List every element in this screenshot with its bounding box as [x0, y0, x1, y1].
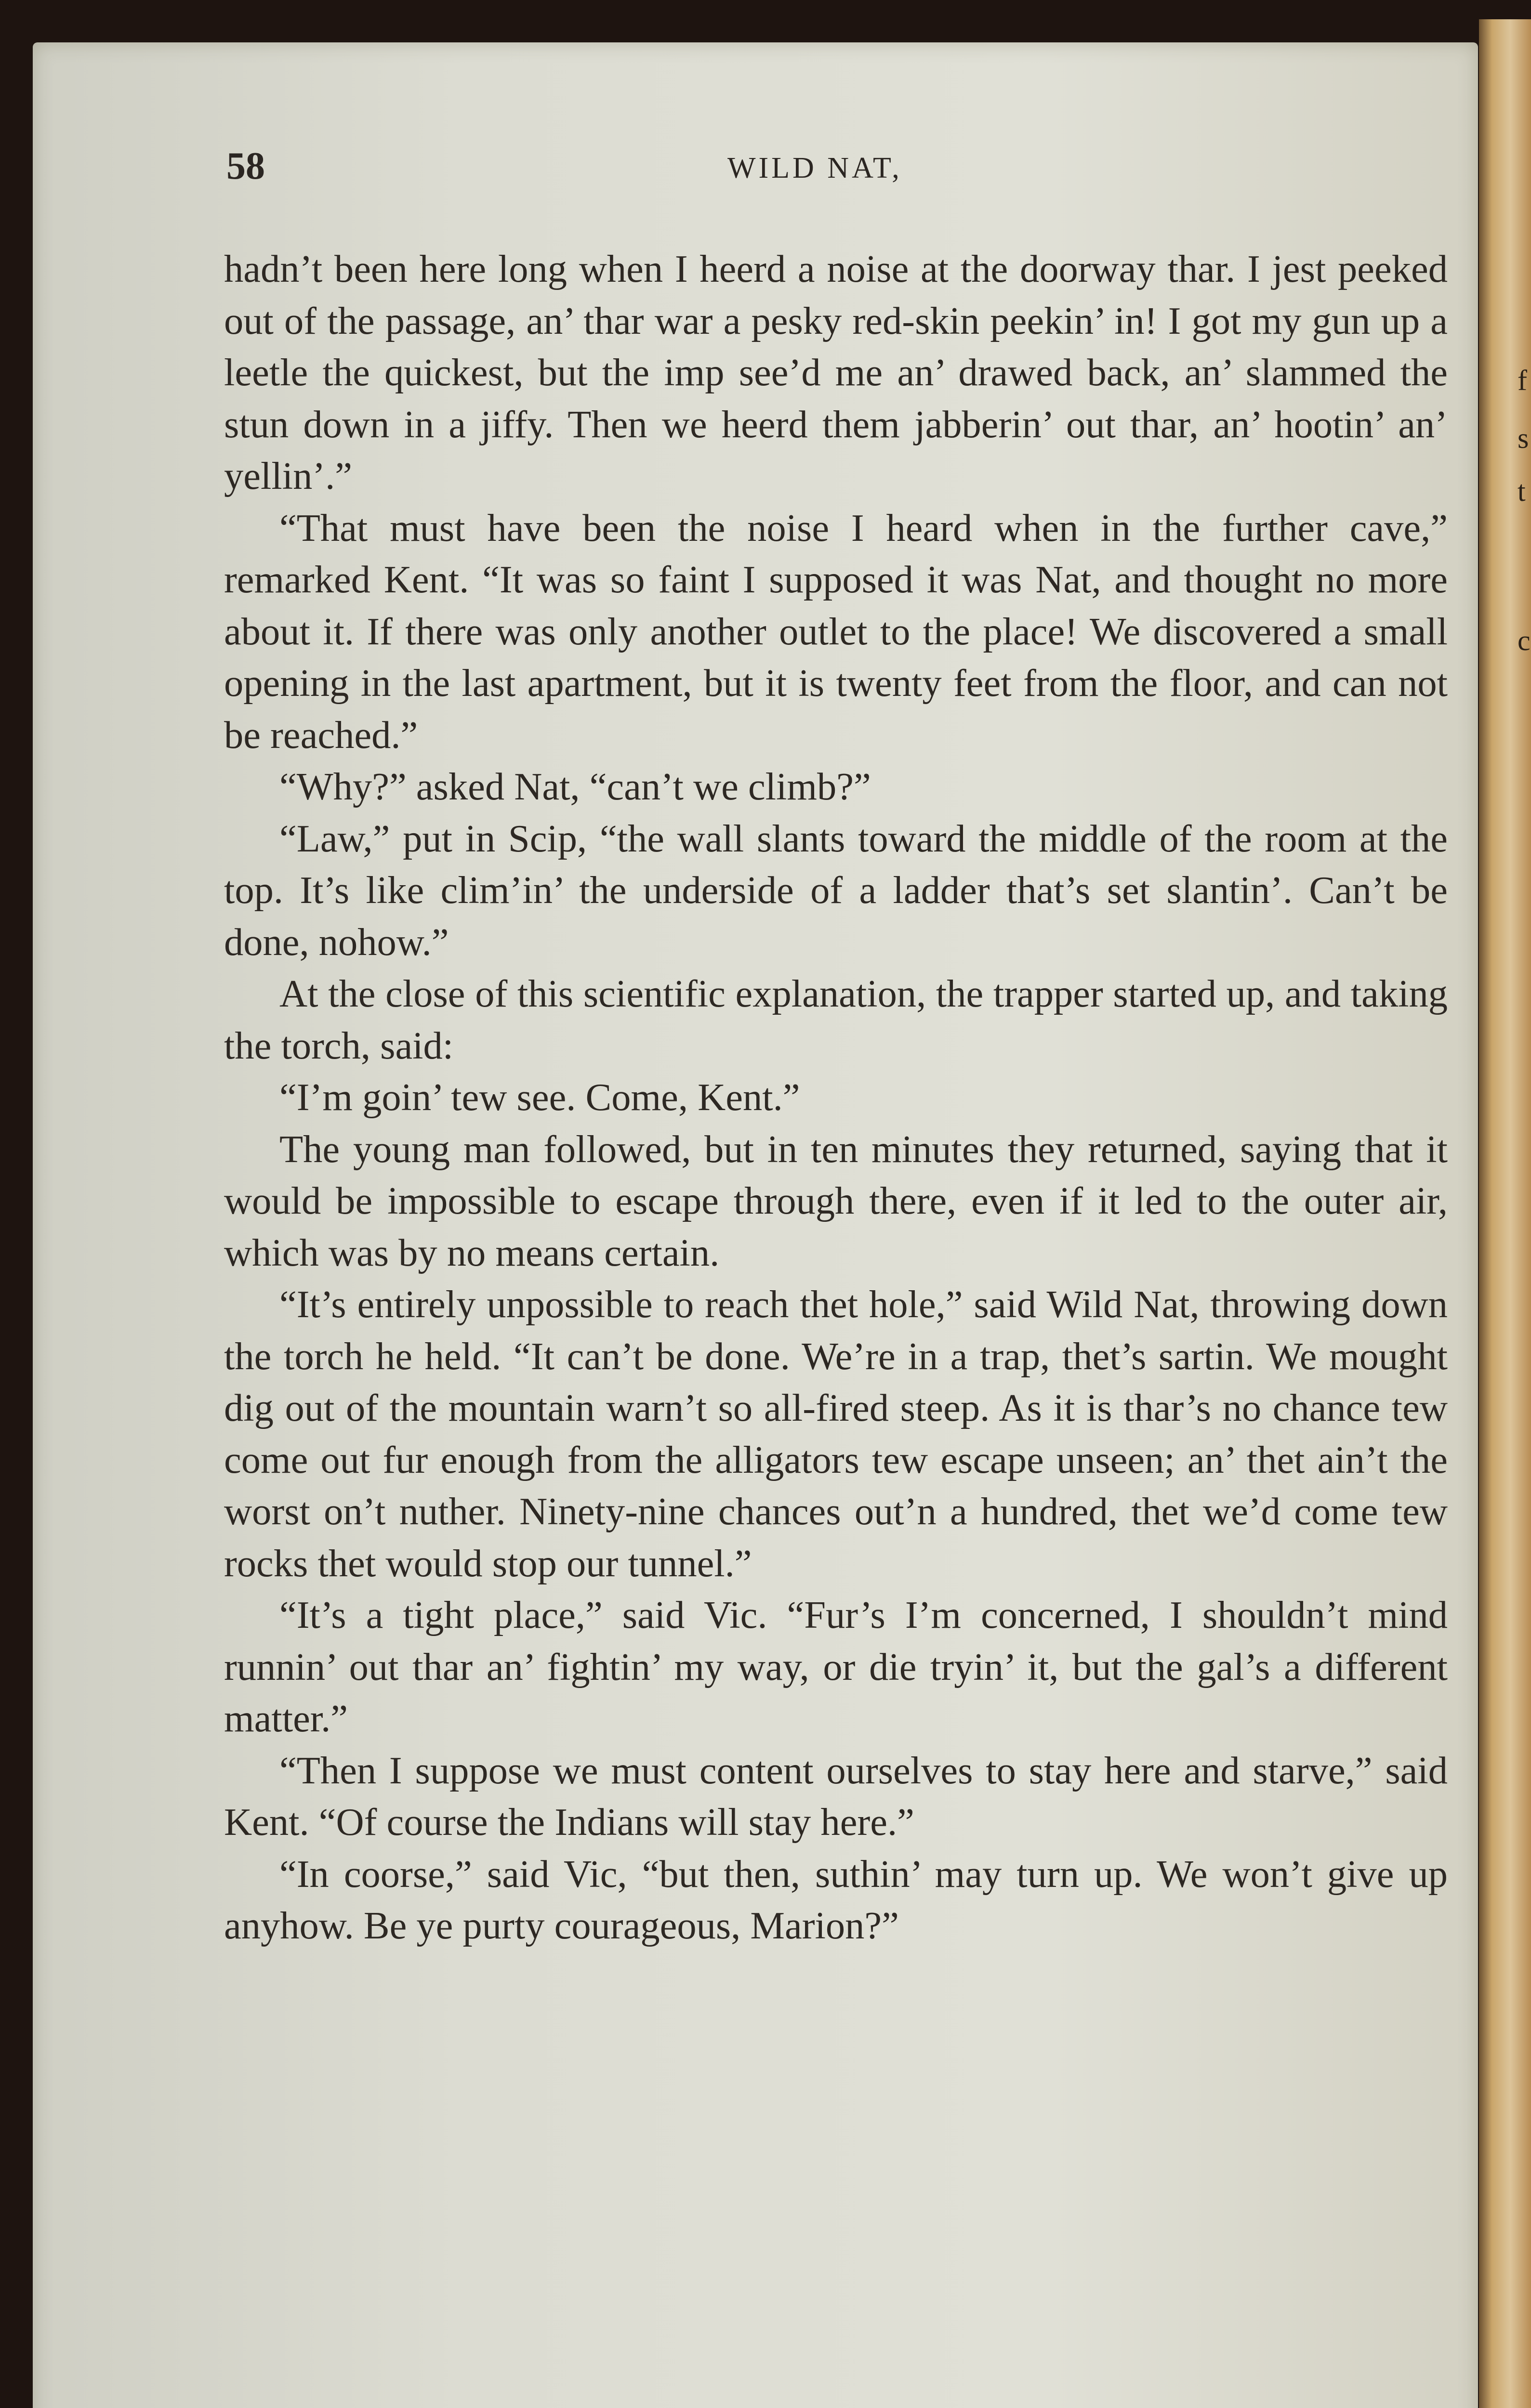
running-title: WILD NAT, [727, 152, 902, 184]
facing-page-glyph: f [1518, 365, 1527, 396]
paragraph: The young man followed, but in ten minutes they returned, saying that it would be impossible to escape through there, even if it led to the outer air, which was by no means certain. [224, 1127, 1448, 1274]
facing-page-glyph: s [1518, 422, 1529, 454]
facing-page-glyph: t [1518, 475, 1526, 507]
body-text [224, 243, 1448, 1952]
paragraph: “In coorse,” said Vic, “but then, suthin’ may turn up. We won’t give up anyhow. Be ye purty courageous, Marion?” [224, 1852, 1448, 1947]
page-header [226, 144, 1445, 202]
paragraph: “That must have been the noise I heard when in the further cave,” remarked Kent. “It was so faint I supposed it was Nat, and thought no more about it. If there was only another outlet to the place! We discovered a small opening in the last apartment, but it is twenty feet from the floor, and can not be reached.” [224, 506, 1448, 757]
paragraph: hadn’t been here long when I heerd a noise at the doorway thar. I jest peeked out of the passage, an’ thar war a pesky red-skin peekin’ in! I got my gun up a leetle the quickest, but the imp see’d me an’ drawed back, an’ slammed the stun down in a jiffy. Then we heerd them jabberin’ out thar, an’ hootin’ an’ yellin’.” [224, 248, 1448, 497]
paragraph: “Then I suppose we must content ourselves to stay here and starve,” said Kent. “Of course the Indians will stay here.” [224, 1749, 1448, 1844]
paragraph: “Law,” put in Scip, “the wall slants toward the middle of the room at the top. It’s like clim’in’ the underside of a ladder that’s set slantin’. Can’t be done, nohow.” [224, 817, 1448, 964]
paragraph: “Why?” asked Nat, “can’t we climb?” [279, 765, 871, 808]
page-number: 58 [226, 145, 265, 187]
paragraph: “It’s entirely unpossible to reach thet hole,” said Wild Nat, throwing down the torch he held. “It can’t be done. We’re in a trap, thet’s sartin. We mought dig out of the mountain warn’t so all-fired steep. As it is thar’s no chance tew come out fur enough from the alligators tew escape unseen; an’ thet ain’t the worst on’t nuther. Ninety-nine chances out’n a hundred, thet we’d come tew rocks thet would stop our tunnel.” [224, 1283, 1448, 1585]
facing-page-glyph: c [1518, 625, 1531, 656]
paragraph: At the close of this scientific explanation, the trapper started up, and taking the torch, said: [224, 972, 1448, 1067]
paragraph: “I’m goin’ tew see. Come, Kent.” [279, 1076, 800, 1119]
paragraph: “It’s a tight place,” said Vic. “Fur’s I’m concerned, I shouldn’t mind runnin’ out thar an’ fightin’ my way, or die tryin’ it, but the gal’s a different matter.” [224, 1594, 1448, 1740]
